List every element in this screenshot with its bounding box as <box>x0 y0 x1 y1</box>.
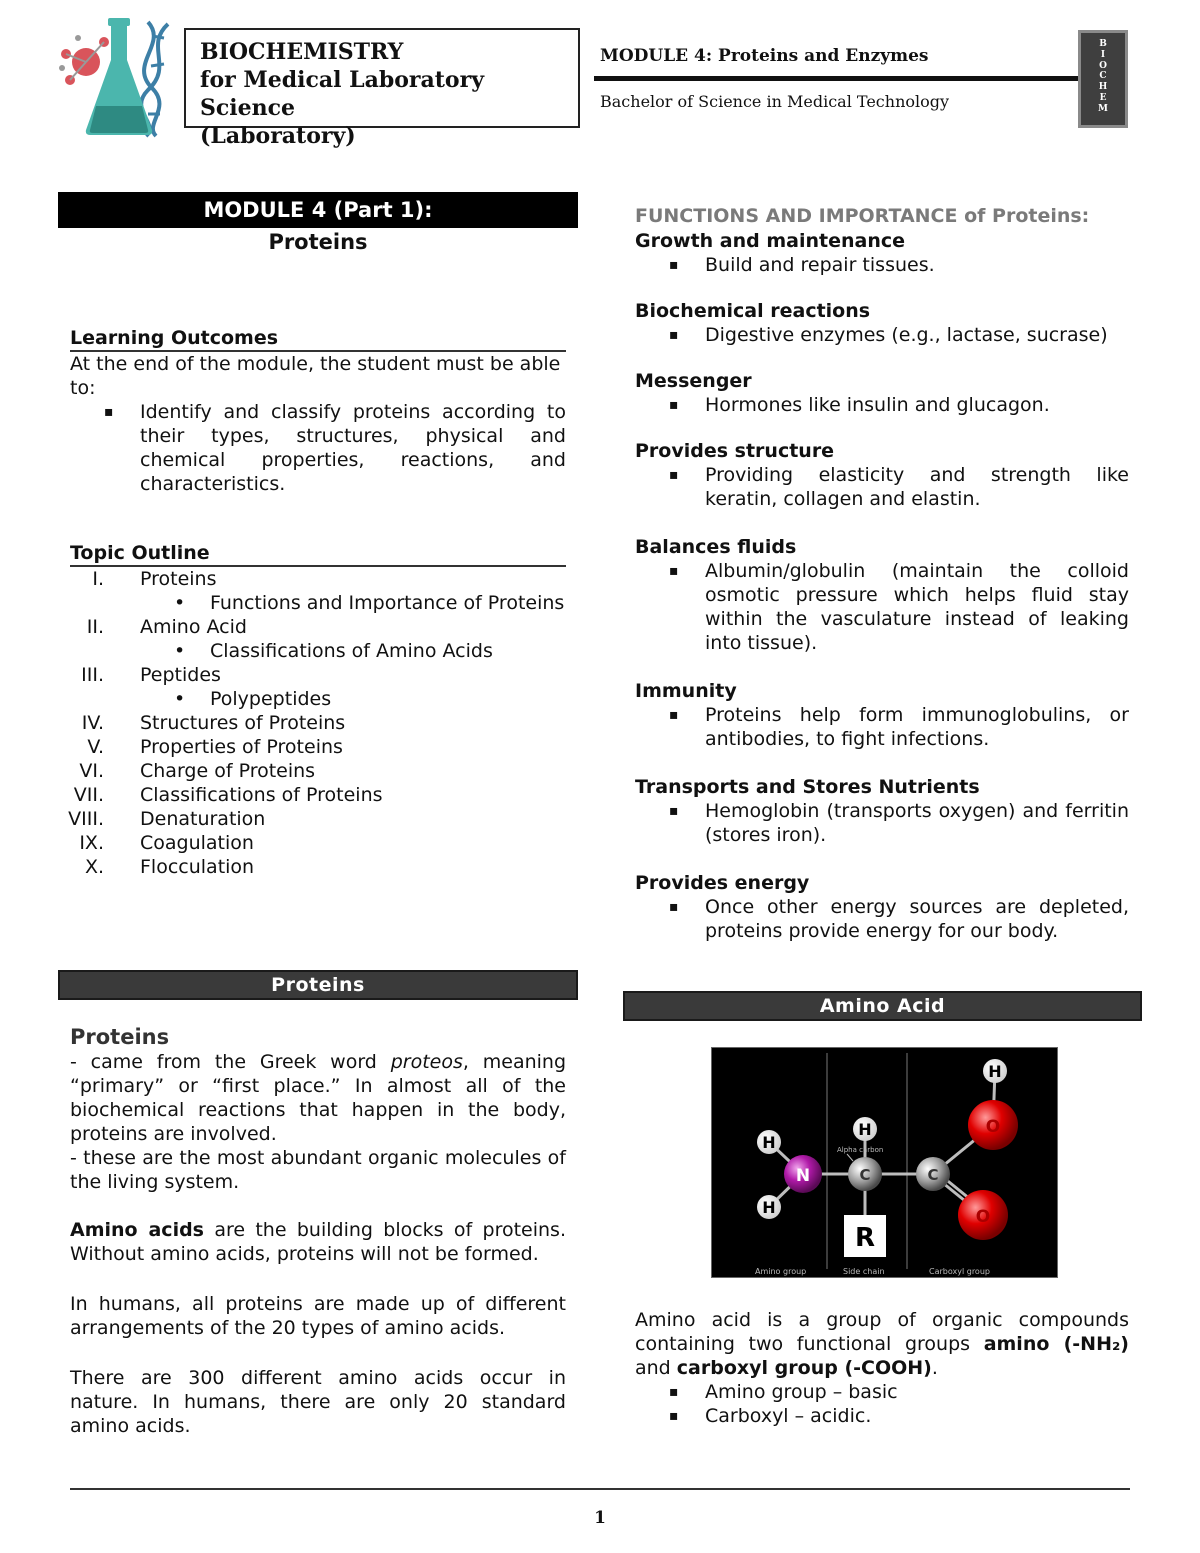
carboxyl-group-label: Carboxyl group <box>929 1267 990 1276</box>
function-block <box>635 775 1129 847</box>
outline-label: Structures of Proteins <box>140 712 346 734</box>
function-block <box>635 871 1129 943</box>
function-item: ▪ Build and repair tissues. <box>635 253 1129 277</box>
svg-text:C: C <box>859 1166 871 1184</box>
learning-outcome-item: ▪ Identify and classify proteins according to their types, structures, physical and chemical properties, reactions, and characteristics. <box>70 400 566 496</box>
learning-outcomes <box>70 326 566 496</box>
outline-label: Flocculation <box>140 856 255 878</box>
amino-group-label: Amino group <box>755 1267 807 1276</box>
svg-text:O: O <box>985 1117 1001 1137</box>
outline-label: Properties of Proteins <box>140 736 343 758</box>
function-title: Provides structure <box>635 440 835 462</box>
functions-list <box>635 229 1129 943</box>
alpha-carbon-label: Alpha carbon <box>837 1146 884 1154</box>
svg-text:H: H <box>988 1062 1002 1081</box>
svg-text:N: N <box>795 1166 811 1186</box>
alpha-carbon-atom <box>848 1157 882 1191</box>
outline-subitem: • Classifications of Amino Acids <box>70 639 566 663</box>
topic-outline-heading: Topic Outline <box>70 541 566 567</box>
outline-item <box>70 855 566 879</box>
outline-number: VI. <box>79 760 104 782</box>
proteins-paragraph-4: In humans, all proteins are made up of different arrangements of the 20 types of amino acids. <box>70 1293 566 1339</box>
function-block <box>635 369 1129 417</box>
biochemistry-flask-dna-logo <box>56 14 180 138</box>
topic-outline <box>70 541 566 879</box>
learning-outcomes-heading: Learning Outcomes <box>70 326 566 352</box>
function-block <box>635 299 1129 347</box>
hydrogen-atom <box>983 1059 1007 1083</box>
carboxyl-carbon-atom <box>916 1157 950 1191</box>
proteins-paragraph-2: - these are the most abundant organic molecules of the living system. <box>70 1147 566 1193</box>
function-title: Messenger <box>635 370 752 392</box>
proteins-paragraph-1: - came from the Greek word proteos, meaning “primary” or “first place.” In almost all of the biochemical reactions that happen in the body, proteins are involved. <box>70 1051 567 1145</box>
side-chain-r <box>844 1215 886 1257</box>
function-item: ▪ Providing elasticity and strength like keratin, collagen and elastin. <box>635 463 1129 511</box>
proteins-banner: Proteins <box>58 970 578 1000</box>
oxygen-atom <box>968 1100 1018 1150</box>
outline-label: Classifications of Proteins <box>140 784 383 806</box>
function-item: ▪ Proteins help form immunoglobulins, or antibodies, to fight infections. <box>635 703 1129 751</box>
outline-subitem: • Polypeptides <box>70 687 566 711</box>
proteins-heading: Proteins <box>70 1025 170 1049</box>
outline-number: VII. <box>73 784 104 806</box>
outline-number: X. <box>84 856 104 878</box>
amino-acid-paragraph: Amino acid is a group of organic compounds containing two functional groups amino (-NH₂) and carboxyl group (-COOH). <box>635 1309 1129 1379</box>
course-title-line2: for Medical Laboratory Science <box>200 67 484 121</box>
proteins-section <box>70 1024 566 1438</box>
outline-item <box>70 567 566 591</box>
outline-number: IX. <box>79 832 104 854</box>
function-title: Immunity <box>635 680 737 702</box>
outline-item <box>70 759 566 783</box>
outline-label: Amino Acid <box>140 616 247 638</box>
amino-acid-item: ▪ Carboxyl – acidic. <box>635 1404 1129 1428</box>
header-rule <box>594 76 1080 81</box>
outline-label: Charge of Proteins <box>140 760 316 782</box>
amino-acid-item: ▪ Amino group – basic <box>635 1380 1129 1404</box>
hydrogen-atom <box>757 1195 781 1219</box>
side-chain-label: Side chain <box>843 1267 885 1276</box>
outline-number: II. <box>86 616 104 638</box>
svg-text:H: H <box>762 1198 776 1217</box>
outline-item <box>70 783 566 807</box>
function-block <box>635 535 1129 655</box>
function-item: ▪ Hormones like insulin and glucagon. <box>635 393 1129 417</box>
proteins-paragraph-5: There are 300 different amino acids occur in nature. In humans, there are only 20 standard amino acids. <box>70 1367 566 1437</box>
outline-item <box>70 615 566 639</box>
function-title: Growth and maintenance <box>635 230 906 252</box>
proteins-paragraph-3: Amino acids are the building blocks of proteins. Without amino acids, proteins will not be formed. <box>70 1219 566 1265</box>
function-title: Transports and Stores Nutrients <box>635 776 980 798</box>
function-title: Biochemical reactions <box>635 300 871 322</box>
outline-item <box>70 831 566 855</box>
amino-acid-structure-diagram <box>711 1047 1058 1278</box>
side-tab-biochem: B I O C H E M <box>1078 30 1128 128</box>
outline-label: Denaturation <box>140 808 266 830</box>
outline-item <box>70 807 566 831</box>
hydrogen-atom <box>757 1130 781 1154</box>
functions-heading: FUNCTIONS AND IMPORTANCE of Proteins: <box>635 205 1090 227</box>
page-number: 1 <box>594 1508 606 1528</box>
outline-number: VIII. <box>68 808 104 830</box>
footer-rule <box>70 1488 1130 1490</box>
function-item: ▪ Once other energy sources are depleted, proteins provide energy for our body. <box>635 895 1129 943</box>
function-item: ▪ Albumin/globulin (maintain the colloid osmotic pressure which helps fluid stay within the vasculature instead of leaking into tissue). <box>635 559 1129 655</box>
function-block <box>635 229 1129 277</box>
oxygen-atom <box>958 1190 1008 1240</box>
outline-item <box>70 711 566 735</box>
module-title: MODULE 4: Proteins and Enzymes <box>600 46 929 66</box>
outline-item <box>70 735 566 759</box>
course-title-line3: (Laboratory) <box>200 123 356 149</box>
amino-acid-banner: Amino Acid <box>623 991 1142 1021</box>
nitrogen-atom <box>784 1155 822 1193</box>
outline-subitem: • Functions and Importance of Proteins <box>70 591 566 615</box>
function-block <box>635 679 1129 751</box>
course-title-box <box>184 28 580 149</box>
svg-text:O: O <box>975 1207 991 1227</box>
program-name: Bachelor of Science in Medical Technology <box>600 92 950 111</box>
hydrogen-atom <box>853 1117 877 1141</box>
learning-outcomes-intro: At the end of the module, the student must be able to: <box>70 353 561 399</box>
function-title: Balances fluids <box>635 536 797 558</box>
outline-number: III. <box>81 664 104 686</box>
outline-number: I. <box>92 568 104 590</box>
function-block <box>635 439 1129 511</box>
svg-text:R: R <box>854 1223 876 1253</box>
amino-acid-description <box>635 1308 1129 1428</box>
svg-text:H: H <box>858 1120 872 1139</box>
outline-label: Proteins <box>140 568 217 590</box>
module-banner: MODULE 4 (Part 1): <box>58 192 578 228</box>
course-title-line1: BIOCHEMISTRY <box>200 39 404 65</box>
svg-text:H: H <box>762 1133 776 1152</box>
outline-item <box>70 663 566 687</box>
outline-number: V. <box>87 736 104 758</box>
function-title: Provides energy <box>635 872 810 894</box>
module-subtitle: Proteins <box>268 230 368 254</box>
function-item: ▪ Digestive enzymes (e.g., lactase, sucrase) <box>635 323 1129 347</box>
outline-number: IV. <box>81 712 104 734</box>
svg-text:C: C <box>927 1166 939 1184</box>
outline-label: Coagulation <box>140 832 254 854</box>
outline-label: Peptides <box>140 664 221 686</box>
function-item: ▪ Hemoglobin (transports oxygen) and ferritin (stores iron). <box>635 799 1129 847</box>
